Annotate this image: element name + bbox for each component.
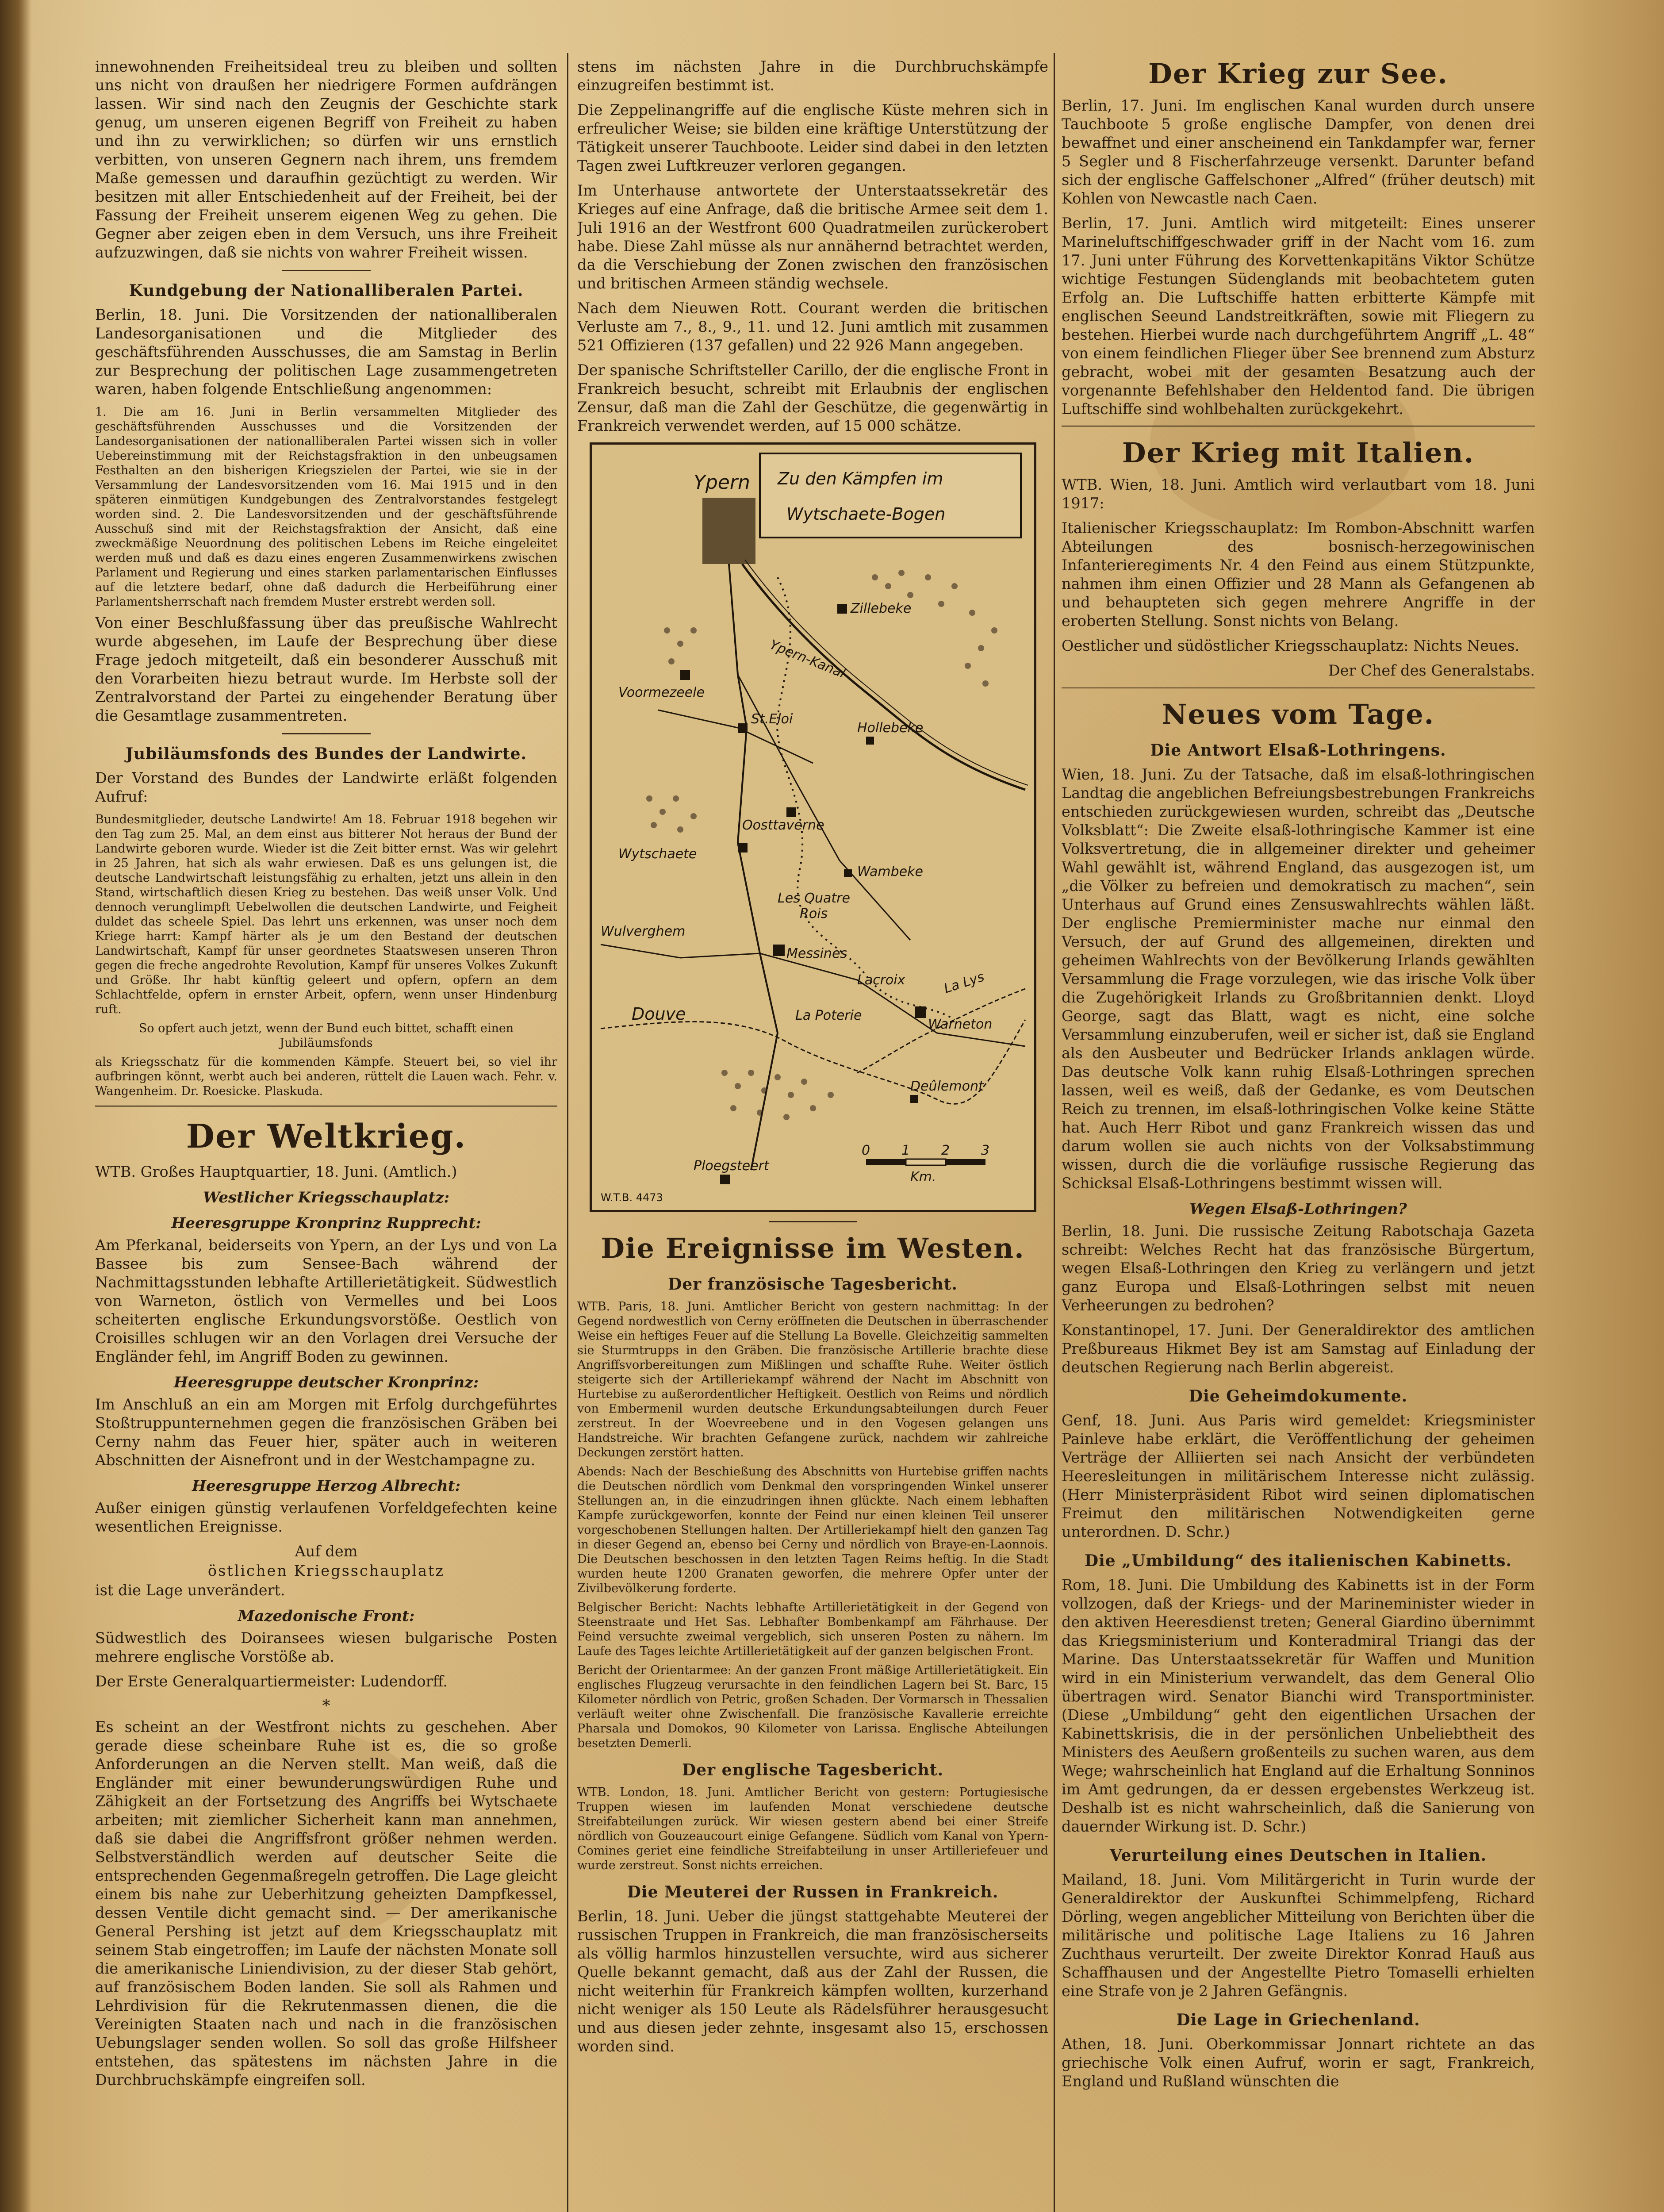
headline: Der englische Tagesbericht. bbox=[682, 1761, 943, 1779]
paragraph: Die Zeppelinangriffe auf die englische Küste mehren sich in erfreulicher Weise; sie bilden eine kräftige Unterstützung der Tätigkeit unserer Tauchboote. Leider sind dabei in den letzten Tagen zwei Luftkreuzer verloren gegangen. bbox=[577, 101, 1048, 174]
map-label-lacroix: Lacroix bbox=[857, 972, 905, 988]
paragraph: Mailand, 18. Juni. Vom Militärgericht in Turin wurde der Generaldirektor der Auskunftei Schimmelpfeng, Richard Dörling, wegen angeblicher Mitteilung von Berichten über die militärische und politische Lage Italiens zu 16 Jahren Zuchthaus verurteilt. Der zweite Direktor Konrad Hauß aus Schaffhausen und der Angestellte Pietro Tomaselli erhielten eine Strafe von je 2 Jahren Gefängnis. bbox=[1062, 1871, 1535, 2000]
map-label-quatre-rois: Les Quatre bbox=[777, 891, 850, 906]
map-label-zillebeke: Zillebeke bbox=[850, 601, 911, 616]
page-binding-edge bbox=[0, 0, 31, 2212]
map-label-wambeke: Wambeke bbox=[857, 864, 923, 879]
separator bbox=[282, 270, 371, 271]
map-label-warneton: Warneton bbox=[928, 1017, 992, 1032]
paragraph: Athen, 18. Juni. Oberkommissar Jonnart richtete an das griechische Volk einen Aufruf, worin er sagt, Frankreich, England und Rußland wünschten die bbox=[1062, 2035, 1535, 2090]
scale-tick: 2 bbox=[941, 1143, 950, 1158]
headline: Die Geheimdokumente. bbox=[1189, 1387, 1408, 1406]
paragraph: Es scheint an der Westfront nichts zu geschehen. Aber gerade diese scheinbare Ruhe ist es, die so große Anforderungen an die Nerven stellt. Man weiß, daß die Engländer mit einer bewunderungswürdigen Ruhe und Zähigkeit an der Fortsetzung des Angriffs bei Wytschaete arbeiten; mit ziemlicher Sicherheit kann man annehmen, daß sie dabei die Angriffsfront größer nehmen werden. Selbstverständlich werden auf deutscher Seite die entsprechenden Gegenmaßregeln getroffen. Die Lage gleicht einem bis nahe zur Ueberhitzung geheizten Dampfkessel, dessen Ventile dicht gemacht sind. — Der amerikanische General Pershing ist jetzt auf dem Kriegsschauplatz mit seinem Stab eingetroffen; im Laufe der nächsten Monate soll die amerikanische Liniendivision, zu der dieser Stab gehört, auf französischem Boden landen. Sie soll als Rahmen und Lehrdivision für die Rekrutenmassen dienen, die die Vereinigten Staaten nach und nach in die französischen Uebungslager senden wollen. So soll das große Hilfsheer entstehen, das spätestens im nächsten Jahre in die Durchbruchskämpfe eingreifen soll. bbox=[95, 1718, 557, 2089]
headline: Jubiläumsfonds des Bundes der Landwirte. bbox=[125, 745, 527, 763]
paragraph: Italienischer Kriegsschauplatz: Im Rombon-Abschnitt warfen Abteilungen des bosnisch-herzegowinischen Infanterieregiments Nr. 4 den Feind aus einem Stützpunkte, nahmen ihm einen Offizier und 28 Mann als Gefangenen ab und behaupteten sich gegen mehrere Angriffe in der eroberten Stellung. Sonst nichts von Belang. bbox=[1062, 519, 1535, 630]
subheadline: Heeresgruppe Herzog Albrecht: bbox=[192, 1477, 461, 1495]
separator bbox=[1062, 426, 1535, 427]
section-title: Neues vom Tage. bbox=[1162, 698, 1435, 730]
map-label-hollebeke: Hollebeke bbox=[857, 720, 923, 736]
headline: Die Meuterei der Russen in Frankreich. bbox=[627, 1883, 999, 1901]
subheadline: Westlicher Kriegsschauplatz: bbox=[203, 1189, 450, 1206]
paragraph-small: als Kriegsschatz für die kommenden Kämpfe. Steuert bei, so viel ihr aufbringen könnt, werbt auch bei anderen, rüttelt die Lauen wach. Fehr. v. Wangenheim. Dr. Roesicke. Plaskuda. bbox=[95, 1055, 557, 1098]
paragraph: Von einer Beschlußfassung über das preußische Wahlrecht wurde abgesehen, im Laufe der Besprechung über diese Frage jedoch mitgeteilt, daß ein besonderer Ausschuß mit den Vorarbeiten hiezu betraut wurde. Im Herbste soll der Zentralvorstand der Partei zu eingehender Beratung über die Gesamtlage zusammentreten. bbox=[95, 614, 557, 724]
map-label-messines: Messines bbox=[786, 946, 847, 961]
asterisk-divider: * bbox=[322, 1697, 330, 1715]
section-title: Der Krieg mit Italien. bbox=[1122, 437, 1475, 469]
map-credit: W.T.B. 4473 bbox=[600, 1191, 663, 1204]
column-right bbox=[1062, 58, 1535, 2212]
paragraph: Der spanische Schriftsteller Carillo, der die englische Front in Frankreich besucht, schreibt mit Erlaubnis der englischen Zensur, daß man die Zahl der Geschütze, die gegenwärtig in Frankreich verwendet werden, auf 15 000 schätze. bbox=[577, 361, 1048, 434]
column-left bbox=[95, 58, 557, 2212]
paragraph-small: So opfert auch jetzt, wenn der Bund euch bittet, schafft einen Jubiläumsfonds bbox=[138, 1022, 514, 1050]
map-title-box bbox=[760, 453, 1021, 538]
section-title: Der Weltkrieg. bbox=[186, 1118, 467, 1156]
separator bbox=[1062, 687, 1535, 688]
headline: Verurteilung eines Deutschen in Italien. bbox=[1109, 1846, 1487, 1865]
signature: Der Chef des Generalstabs. bbox=[1328, 662, 1535, 679]
headline: Die Lage in Griechenland. bbox=[1176, 2011, 1420, 2029]
separator bbox=[95, 1106, 557, 1107]
map-title: Zu den Kämpfen im bbox=[777, 469, 943, 488]
headline: Die „Umbildung“ des italienischen Kabinetts. bbox=[1084, 1551, 1512, 1570]
map-drawing bbox=[592, 445, 1034, 1210]
section-title: Die Ereignisse im Westen. bbox=[601, 1232, 1025, 1264]
scale-tick: 0 bbox=[861, 1143, 870, 1158]
paragraph-small: WTB. Paris, 18. Juni. Amtlicher Bericht von gestern nachmittag: In der Gegend nordwestlich von Cerny eröffneten die Deutschen in überraschender Weise ein heftiges Feuer auf die Stellung La Bovelle. Gleichzeitig sammelten sie Sturmtrupps in den Gräben. Die französische Artillerie brachte diese Angriffsvorbereitungen zum Mißlingen und schaffte Ruhe. Weiter östlich steigerte sich der Artilleriekampf während der Nacht im Abschnitt von Hurtebise zu außerordentlicher Heftigkeit. Oestlich von Reims und nördlich von Embermenil wurden deutsche Erkundungsabteilungen durch Feuer zerstreut. In der Woevreebene und in den Vogesen gelangen uns Handstreiche. Wir brachten Gefangene zurück, nachdem wir zahlreiche Deckungen zerstört hatten. bbox=[577, 1300, 1048, 1459]
paragraph: stens im nächsten Jahre in die Durchbruchskämpfe einzugreifen bestimmt ist. bbox=[577, 58, 1048, 94]
paragraph: Oestlicher und südöstlicher Kriegsschauplatz: Nichts Neues. bbox=[1062, 637, 1520, 654]
paragraph: Auf dem bbox=[295, 1543, 358, 1560]
subheadline: Heeresgruppe deutscher Kronprinz: bbox=[173, 1374, 479, 1391]
map-label-la-poterie: La Poterie bbox=[795, 1008, 862, 1023]
paragraph-small: WTB. London, 18. Juni. Amtlicher Bericht von gestern: Portugiesische Truppen wiesen im laufenden Monat verschiedene deutsche Streifabteilungen zurück. Wir wiesen gestern abend bei einer Streife nördlich von Gouzeaucourt einige Gefangene. Südlich vom Kanal von Ypern-Comines geriet eine feindliche Streifabteilung in unser Artilleriefeuer und wurde zerstreut. Sonst nichts erreichen. bbox=[577, 1786, 1048, 1872]
map-label-voormezeele: Voormezeele bbox=[618, 685, 705, 700]
paragraph: östlichen Kriegsschauplatz bbox=[207, 1562, 445, 1579]
paragraph: innewohnenden Freiheitsideal treu zu bleiben und sollten uns nicht von draußen her niedrigere Formen aufdrängen lassen. Wir sind nach den Zeugnis der Geschichte stark genug, um unseren eigenen Begriff von Freiheit zu haben und ihn zu verwirklichen; so dürfen wir uns ernstlich verbitten, von unseren Gegnern nach ihrem, uns fremdem Maße gemessen und daraufhin gezüchtigt zu werden. Wir besitzen mit aller Entschiedenheit auf der Freiheit, bei der Fassung der Freiheit unserem eigenen Weg zu gehen. Die Gegner aber zeigen eben in dem Versuch, uns ihre Freiheit aufzuzwingen, daß sie nichts von wahrer Freiheit wissen. bbox=[95, 58, 557, 261]
paragraph: Der Vorstand des Bundes der Landwirte erläßt folgenden Aufruf: bbox=[95, 769, 557, 805]
paragraph: Berlin, 17. Juni. Amtlich wird mitgeteilt: Eines unserer Marineluftschiffgeschwader griff in der Nacht vom 16. zum 17. Juni unter Führung des Korvettenkapitäns Viktor Schütze wichtige Festungen Südenglands mit beobachtetem guten Erfolg an. Die Luftschiffe hatten erbitterte Kämpfe mit englischen Seeund Landstreitkräften, sowie mit Fliegern zu bestehen. Hierbei wurde nach durchgeführtem Angriff „L. 48“ von einem feindlichen Flieger über See brennend zum Absturz gebracht, wobei mit der gesamten Besatzung auch der vorgenannte Befehlshaber den Heldentod fand. Die übrigen Luftschiffe sind wohlbehalten zurückgekehrt. bbox=[1062, 215, 1535, 418]
subheadline: Wegen Elsaß-Lothringen? bbox=[1189, 1200, 1407, 1218]
battle-map bbox=[590, 442, 1036, 1212]
subheadline: Heeresgruppe Kronprinz Rupprecht: bbox=[171, 1214, 481, 1232]
paragraph: Südwestlich des Doiransees wiesen bulgarische Posten mehrere englische Vorstöße ab. bbox=[95, 1629, 557, 1665]
map-label-douve: Douve bbox=[631, 1004, 686, 1024]
paragraph-small: Belgischer Bericht: Nachts lebhafte Artillerietätigkeit in der Gegend von Steenstraate und Het Sas. Lebhafter Bombenkampf am Fährhause. Der Feind versuchte zweimal vergeblich, sich unseren Posten zu nähern. Im Laufe des Tages leichte Artillerietätigkeit auf der ganzen belgischen Front. bbox=[577, 1601, 1048, 1658]
separator bbox=[282, 733, 371, 734]
headline: Der französische Tagesbericht. bbox=[668, 1275, 958, 1294]
map-label-deulemont: Deûlemont bbox=[910, 1079, 984, 1094]
paragraph: Am Pferkanal, beiderseits von Ypern, an der Lys und von La Bassee bis zum Sensee-Bach während der Nachmittagsstunden lebhafte Artillerietätigkeit. Südwestlich von Warneton, östlich von Vermelles und bei Loos scheiterten englische Erkundungsvorstöße. Oestlich von Croisilles schlugen wir an den Vorlagen drei Versuche der Engländer fehl, im Angriff Boden zu gewinnen. bbox=[95, 1237, 557, 1365]
paragraph: Im Anschluß an ein am Morgen mit Erfolg durchgeführtes Stoßtruppunternehmen gegen die französischen Gräben bei Cerny nahm das Feuer hier, später auch in weiteren Abschnitten der Aisnefront und in der Westchampagne zu. bbox=[95, 1396, 557, 1469]
paragraph-small: 1. Die am 16. Juni in Berlin versammelten Mitglieder des geschäftsführenden Ausschusses und die Vorsitzenden der Landesorganisationen der nationalliberalen Partei wissen sich in voller Uebereinstimmung mit der Reichstagsfraktion in den unbeugsamen Festhalten an den bisherigen Kriegszielen der Partei, wie sie in der Versammlung der Landesvorsitzenden vom 16. Mai 1915 und in den späteren einmütigen Kundgebungen des Zentralvorstandes festgelegt worden sind. 2. Die Landesvorsitzenden und der geschäftsführende Ausschuß sind mit der Reichstagsfraktion der Ansicht, daß eine zweckmäßige Neuordnung des politischen Lebens im Reiche eingeleitet werden muß und daß es dazu eines engeren Zusammenwirkens zwischen Parlament und Regierung und eines starken parlamentarischen Einflusses auf die letztere bedarf, ohne daß dadurch die Herbeiführung einer Parlamentsherrschaft nach fremdem Muster erstrebt werden soll. bbox=[95, 405, 557, 609]
paragraph: Berlin, 18. Juni. Ueber die jüngst stattgehabte Meuterei der russischen Truppen in Frankreich, die man französischerseits als völlig harmlos hinzustellen versuchte, wird aus sicherer Quelle bekannt gemacht, daß aus der Zahl der Russen, die nicht weiterhin für Frankreich kämpfen wollten, kurzerhand nicht weniger als 150 Leute als Rädelsführer herausgesucht und aus diesen jeder zehnte, insgesamt also 15, erschossen worden sind. bbox=[577, 1908, 1048, 2055]
map-label-quatre-rois: Rois bbox=[799, 906, 828, 922]
paragraph: Berlin, 18. Juni. Die russische Zeitung Rabotschaja Gazeta schreibt: Welches Recht hat das französische Bürgertum, wegen Elsaß-Lothringen den Krieg zu verlängern und jetzt ganz Europa und Elsaß-Lothringen selbst mit neuen Verheerungen zu bedrohen? bbox=[1062, 1222, 1535, 1314]
headline: Kundgebung der Nationalliberalen Partei. bbox=[129, 281, 524, 300]
scale-label: Km. bbox=[910, 1169, 936, 1185]
paragraph: Nach dem Nieuwen Rott. Courant werden die britischen Verluste am 7., 8., 9., 11. und 12. Juni amtlich mit zusammen 521 Offizieren (137 gefallen) und 22 926 Mann angegeben. bbox=[577, 300, 1048, 354]
section-title: Der Krieg zur See. bbox=[1148, 58, 1448, 90]
paragraph: Berlin, 18. Juni. Die Vorsitzenden der nationalliberalen Landesorganisationen und die Mitglieder des geschäftsführenden Ausschusses, die am Samstag in Berlin zur Besprechung der politischen Lage zusammengetreten waren, haben folgende Entschließung angenommen: bbox=[95, 306, 557, 398]
map-label-wulverghem: Wulverghem bbox=[600, 924, 685, 939]
map-label-la-lys: La Lys bbox=[942, 969, 986, 997]
map-label-oosttaverne: Oosttaverne bbox=[742, 818, 824, 833]
signature: Der Erste Generalquartiermeister: Ludendorff. bbox=[95, 1673, 448, 1690]
column-rule bbox=[567, 53, 568, 2212]
map-label-ypern: Ypern bbox=[693, 471, 750, 494]
map-label-canal: Ypern-Kanal bbox=[767, 637, 847, 682]
paragraph: Im Unterhause antwortete der Unterstaatssekretär des Krieges auf eine Anfrage, daß die britische Armee seit dem 1. Juli 1916 an der Westfront 600 Quadratmeilen zurückerobert habe. Diese Zahl müsse als nur annähernd betrachtet werden, da die Verschiebung der Zonen zwischen den französischen und britischen Armeen ständig wechsele. bbox=[577, 182, 1048, 292]
map-label-ploegsteert: Ploegsteert bbox=[693, 1158, 769, 1174]
map-title: Wytschaete-Bogen bbox=[786, 504, 945, 524]
paragraph: Genf, 18. Juni. Aus Paris wird gemeldet: Kriegsminister Painleve habe erklärt, die Veröffentlichung der geheimen Verträge der Alliierten sei nach Ansicht der verbündeten Heeresleitungen in militärischem Interesse nicht zulässig. (Herr Ministerpräsident Ribot wird seinen diplomatischen Freimut den militärischen Notwendigkeiten gerne unterordnen. D. Schr.) bbox=[1062, 1412, 1535, 1540]
ypern-town-marker bbox=[702, 498, 755, 564]
paragraph: Konstantinopel, 17. Juni. Der Generaldirektor des amtlichen Preßbureaus Hikmet Bey ist am Samstag auf Einladung der deutschen Regierung nach Berlin abgereist. bbox=[1062, 1321, 1535, 1376]
paragraph: Wien, 18. Juni. Zu der Tatsache, daß im elsaß-lothringischen Landtag die angeblichen Befreiungsbestrebungen Frankreichs entschieden zurückgewiesen wurden, schreibt das „Deutsche Volksblatt“: Die Zweite elsaß-lothringische Kammer ist eine Volksvertretung, die in allgemeiner direkter und geheimer Wahl gewählt ist, während England, das ausgezogen ist, um „die Völker zu befreien und demokratisch zu machen“, sein Unterhaus auf Grund eines Zensuswahlrechts wählen läßt. Der englische Premierminister mache nur einmal den Versuch, der auf Grund des allgemeinen, direkten und geheimen Wahlrechts von der Bevölkerung Irlands gewählten Versammlung die Frage vorzulegen, wie das irische Volk über die Zugehörigkeit Irlands zu Großbritannien denkt. Lloyd George, sagt das Blatt, wagt es nicht, eine solche Versammlung einzuberufen, weil er sicher ist, daß sie England als den Ausbeuter und Bedrücker Irlands anklagen würde. Das deutsche Volk kann ruhig Elsaß-Lothringen sprechen lassen, weil es weiß, daß der Gedanke, es vom Deutschen Reich zu trennen, im elsaß-lothringischen Volke keine Stätte hat. Auch Herr Ribot und ganz Frankreich wissen das und darum wollen sie auch nichts von der Volksabstimmung wissen, durch die die vorläufige russische Regierung das Schicksal Elsaß-Lothringens bestimmt wissen will. bbox=[1062, 766, 1535, 1192]
map-label-wytschaete: Wytschaete bbox=[618, 846, 697, 862]
column-middle bbox=[577, 58, 1048, 2212]
column-rule bbox=[1054, 53, 1055, 2212]
paragraph-small: Bundesmitglieder, deutsche Landwirte! Am 18. Februar 1918 begehen wir den Tag zum 25. Mal, an dem einst aus bitterer Not heraus der Bund der Landwirte geboren wurde. Wieder ist die Zeit bitter ernst. Was wir gelehrt in 25 Jahren, hat sich als wahr erwiesen. Daß es uns gelungen ist, die deutsche Landwirtschaft leistungsfähig zu erhalten, jetzt uns allein in den Stand, wirtschaftlich diesen Krieg zu bestehen. Das weiß unser Volk. Und dennoch verunglimpft Uebelwollen die deutschen Landwirte, und Feigheit duldet das scheele Spiel. Das lehrt uns erkennen, was unser noch dem Kriege harrt: Kampf härter als je um den Bestand der deutschen Landwirtschaft, Kampf für unser geordnetes Staatswesen unseren Thron gegen die freche angedrohte Revolution, Kampf für unseres Volkes Zukunft und Größe. Ihr habt künftig geleert und opfern, opfern an dem Schlachtfelde, opfern in ernster Arbeit, opfern, wenn unser Hindenburg ruft. bbox=[95, 813, 557, 1016]
scale-tick: 3 bbox=[981, 1143, 989, 1158]
scale-tick: 1 bbox=[901, 1143, 910, 1158]
paragraph: WTB. Wien, 18. Juni. Amtlich wird verlautbart vom 18. Juni 1917: bbox=[1062, 476, 1535, 512]
paragraph-small: Bericht der Orientarmee: An der ganzen Front mäßige Artillerietätigkeit. Ein englisches Flugzeug verursachte in den feindlichen Lagern bei St. Barc, 15 Kilometer nördlich von Petric, großen Schaden. Der Vormarsch in Thessalien verläuft weiter ohne Zwischenfall. Die französische Kavallerie erreichte Pharsala und Domokos, 90 Kilometer von Larissa. Englische Abteilungen besetzten Demerli. bbox=[577, 1663, 1048, 1750]
paragraph: Rom, 18. Juni. Die Umbildung des Kabinetts ist in der Form vollzogen, daß der Kriegs- und der Marineminister wieder in den aktiven Heeresdienst treten; General Giardino übernimmt das Kriegsministerium und Konteradmiral Triangi das der Marine. Das Unterstaatssekretär für Waffen und Munition wird in ein Ministerium verwandelt, das dem General Olio übertragen wird. Senator Bianchi wird Transportminister. (Diese „Umbildung“ geht den eigentlichen Ursachen der Kabinettskrisis, die in der persönlichen Unbeliebtheit des Ministers des Aeußern großenteils zu suchen waren, aus dem Wege; wahrscheinlich hat England auf die Erhaltung Sonninos im Amt gedrungen, da er dessen ergebenstes Werkzeug ist. Deshalb ist es nicht wahrscheinlich, daß die Sanierung von dauernder Wirkung ist. D. Schr.) bbox=[1062, 1576, 1535, 1835]
dateline: WTB. Großes Hauptquartier, 18. Juni. (Amtlich.) bbox=[95, 1163, 457, 1180]
subheadline: Mazedonische Front: bbox=[238, 1607, 415, 1625]
map-label-st-eloi: St.Eloi bbox=[751, 711, 793, 727]
paragraph: ist die Lage unverändert. bbox=[95, 1582, 285, 1599]
paragraph: Außer einigen günstig verlaufenen Vorfeldgefechten keine wesentlichen Ereignisse. bbox=[95, 1499, 557, 1535]
paragraph: Berlin, 17. Juni. Im englischen Kanal wurden durch unsere Tauchboote 5 große englische Dampfer, von denen drei bewaffnet und einer anscheinend ein Tankdampfer war, ferner 5 Segler und 8 Fischerfahrzeuge versenkt. Darunter befand sich der englische Gaffelschoner „Alfred“ (früher deutsch) mit Kohlen von Newcastle nach Caen. bbox=[1062, 97, 1535, 207]
separator bbox=[769, 1221, 857, 1222]
headline: Die Antwort Elsaß-Lothringens. bbox=[1150, 741, 1446, 760]
paragraph-small: Abends: Nach der Beschießung des Abschnitts von Hurtebise griffen nachts die Deutschen nördlich vom Denkmal den vorspringenden Winkel unserer Stellungen an, in die einzudringen ihnen glückte. Nach einem lebhaften Kampfe zurückgeworfen, konnte der Feind nur einen kleinen Teil unserer vorgeschobenen Stellungen halten. Der Artilleriekampf hielt den ganzen Tag in dieser Gegend an, ebenso bei Cerny und nördlich von Braye-en-Laonnois. Die Deutschen beschossen in den letzten Tagen Reims heftig. In die Stadt wurden heute 1200 Granaten geworfen, die mehrere Opfer unter der Zivilbevölkerung forderte. bbox=[577, 1465, 1048, 1595]
